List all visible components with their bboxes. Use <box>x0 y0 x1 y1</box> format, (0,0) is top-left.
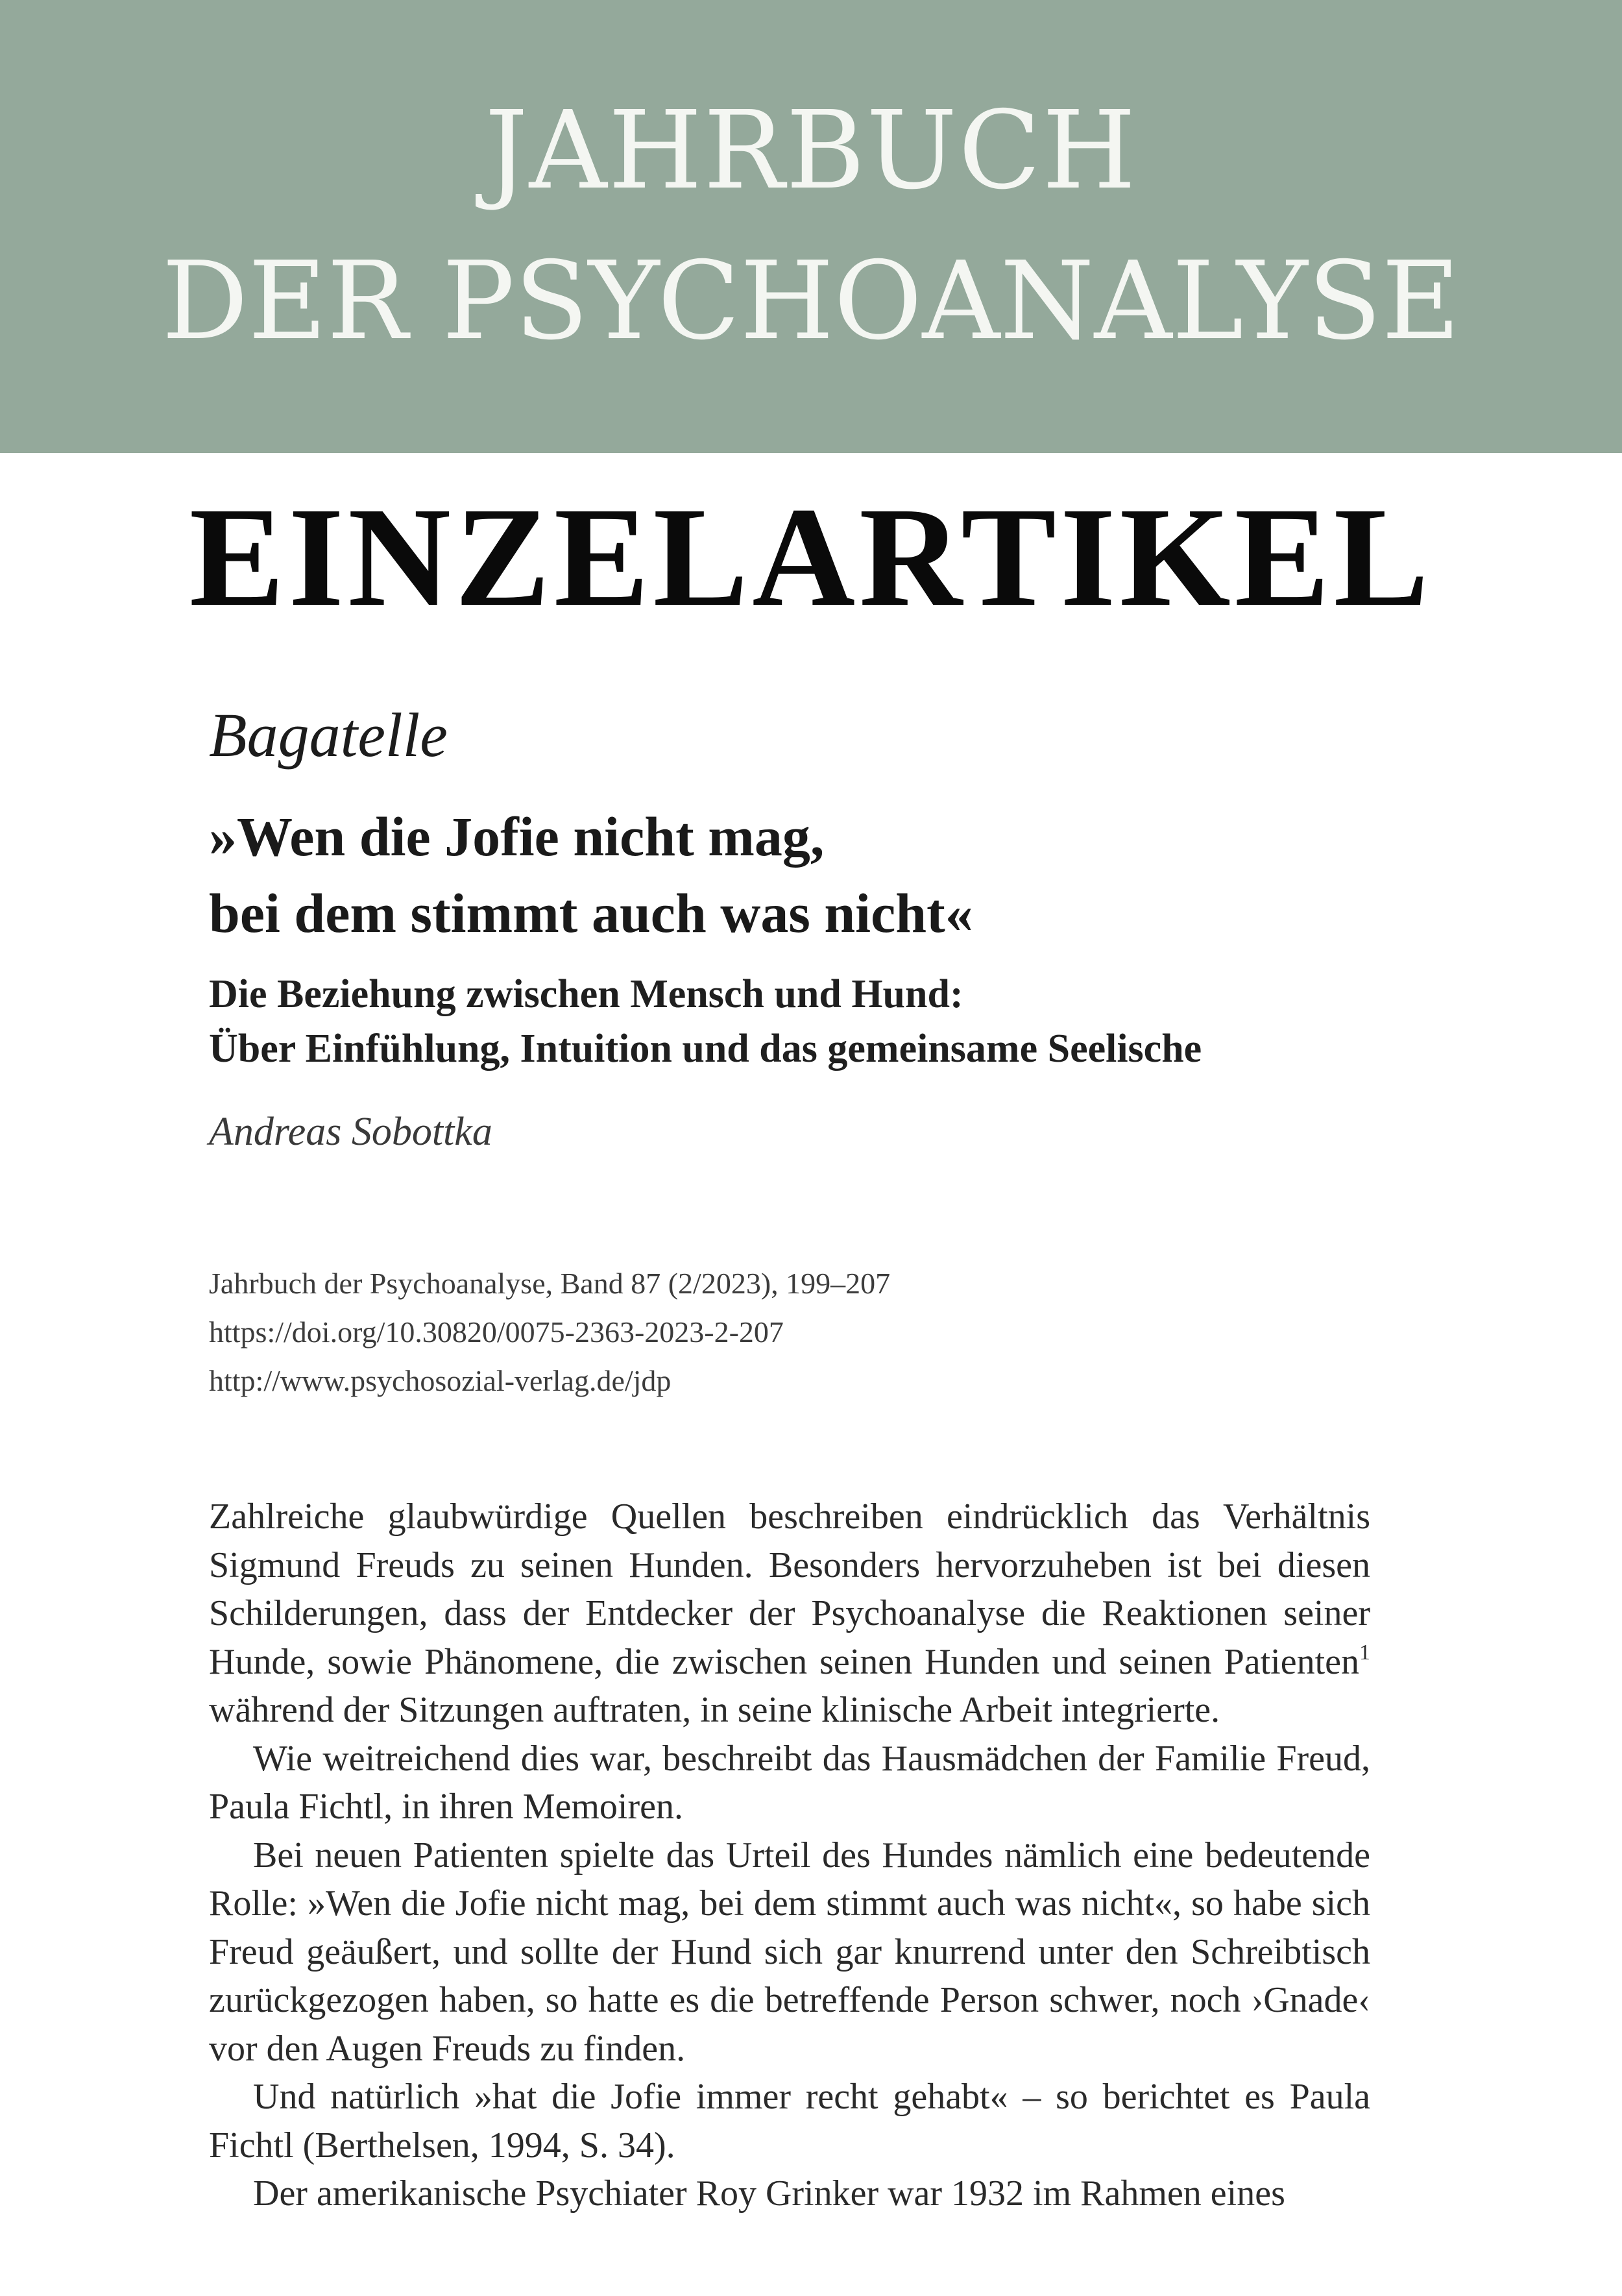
article-subtitle-line2: Über Einfühlung, Intuition und das gemeinsame Seelische <box>209 1027 1202 1071</box>
body-paragraph-1 <box>209 1493 1370 1735</box>
body-paragraph-2: Wie weitreichend dies war, beschreibt das Hausmädchen der Familie Freud, Paula Fichtl, in ihren Memoiren. <box>209 1738 1370 1827</box>
article-title-line1: »Wen die Jofie nicht mag, <box>209 805 825 868</box>
journal-title-line2: DER PSYCHOANALYSE <box>162 239 1460 364</box>
article-author: Andreas Sobottka <box>209 1110 492 1154</box>
body-paragraph-1-text-cont: während der Sitzungen auftraten, in seine klinische Arbeit integrierte. <box>209 1690 1220 1730</box>
article-type-label: EINZELARTIKEL <box>189 478 1433 636</box>
article-title <box>209 798 1370 951</box>
article-kicker: Bagatelle <box>209 700 448 770</box>
body-paragraph-5: Der amerikanische Psychiater Roy Grinker war 1932 im Rahmen eines <box>253 2173 1285 2214</box>
article-body <box>209 1493 1370 2218</box>
article-title-line2: bei dem stimmt auch was nicht« <box>209 882 973 944</box>
article-subtitle-line1: Die Beziehung zwischen Mensch und Hund: <box>209 972 963 1016</box>
citation-block <box>209 1259 1370 1405</box>
body-paragraph-4: Und natürlich »hat die Jofie immer recht gehabt« – so berichtet es Paula Fichtl (Berthelsen, 1994, S. 34). <box>209 2077 1370 2166</box>
body-paragraph-3: Bei neuen Patienten spielte das Urteil des Hundes nämlich eine bedeutende Rolle: »Wen die Jofie nicht mag, bei dem stimmt auch was nicht«, so habe sich Freud geäußert, und sollte der Hund sich gar knurrend unter den Schreibtisch zurückgezogen haben, so hatte es die betreffende Person schwer, noch ›Gnade‹ vor den Augen Freuds zu finden. <box>209 1835 1370 2069</box>
footnote-marker-1[interactable]: 1 <box>1359 1640 1370 1665</box>
journal-banner <box>0 0 1622 453</box>
doi-link[interactable]: https://doi.org/10.30820/0075-2363-2023-2-207 <box>209 1315 784 1349</box>
citation-text: Jahrbuch der Psychoanalyse, Band 87 (2/2023), 199–207 <box>209 1267 891 1300</box>
article-subtitle <box>209 967 1370 1076</box>
body-paragraph-1-text: Zahlreiche glaubwürdige Quellen beschreiben eindrücklich das Verhältnis Sigmund Freuds zu seinen Hunden. Besonders hervorzuheben ist bei diesen Schilderungen, dass der Entdecker der Psychoanalyse die Reaktionen seiner Hunde, sowie Phänomene, die zwischen seinen Hunden und seinen Patienten <box>209 1496 1370 1682</box>
journal-title-line1: JAHRBUCH <box>485 88 1137 214</box>
journal-url-link[interactable]: http://www.psychosozial-verlag.de/jdp <box>209 1364 672 1397</box>
